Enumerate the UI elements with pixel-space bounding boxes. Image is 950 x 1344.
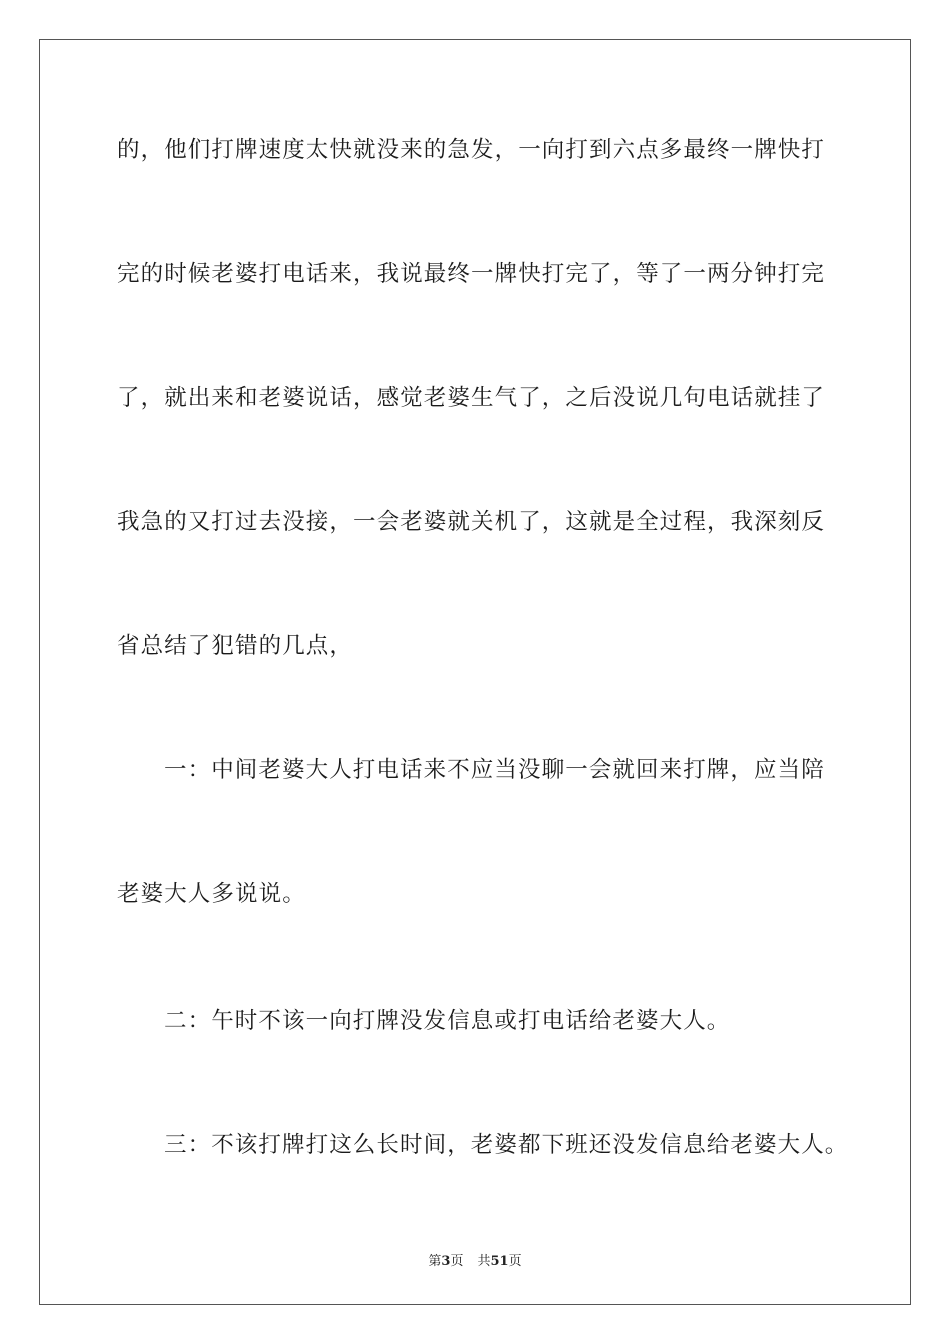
total-pages: 51 [490,1254,509,1269]
list-item-3: 三：不该打牌打这么长时间，老婆都下班还没发信息给老婆大人。 [164,1132,849,1158]
text-line-2: 完的时候老婆打电话来，我说最终一牌快打完了，等了一两分钟打完 [117,261,826,287]
page-number: 3 [441,1254,451,1269]
total-suffix: 页 [508,1254,522,1269]
text-line-5: 省总结了犯错的几点， [117,633,354,659]
list-item-1-continuation: 老婆大人多说说。 [117,881,306,907]
text-line-3: 了，就出来和老婆说话，感觉老婆生气了，之后没说几句电话就挂了 [117,385,826,411]
list-item-1: 一：中间老婆大人打电话来不应当没聊一会就回来打牌，应当陪 [164,757,825,783]
total-prefix: 共 [477,1254,491,1269]
page-border [39,39,911,1305]
list-item-2: 二：午时不该一向打牌没发信息或打电话给老婆大人。 [164,1008,731,1034]
page-suffix: 页 [450,1254,464,1269]
page-prefix: 第 [428,1254,442,1269]
text-line-4: 我急的又打过去没接，一会老婆就关机了，这就是全过程，我深刻反 [117,509,826,535]
page-footer [0,1250,950,1269]
text-line-1: 的，他们打牌速度太快就没来的急发，一向打到六点多最终一牌快打 [117,137,826,163]
